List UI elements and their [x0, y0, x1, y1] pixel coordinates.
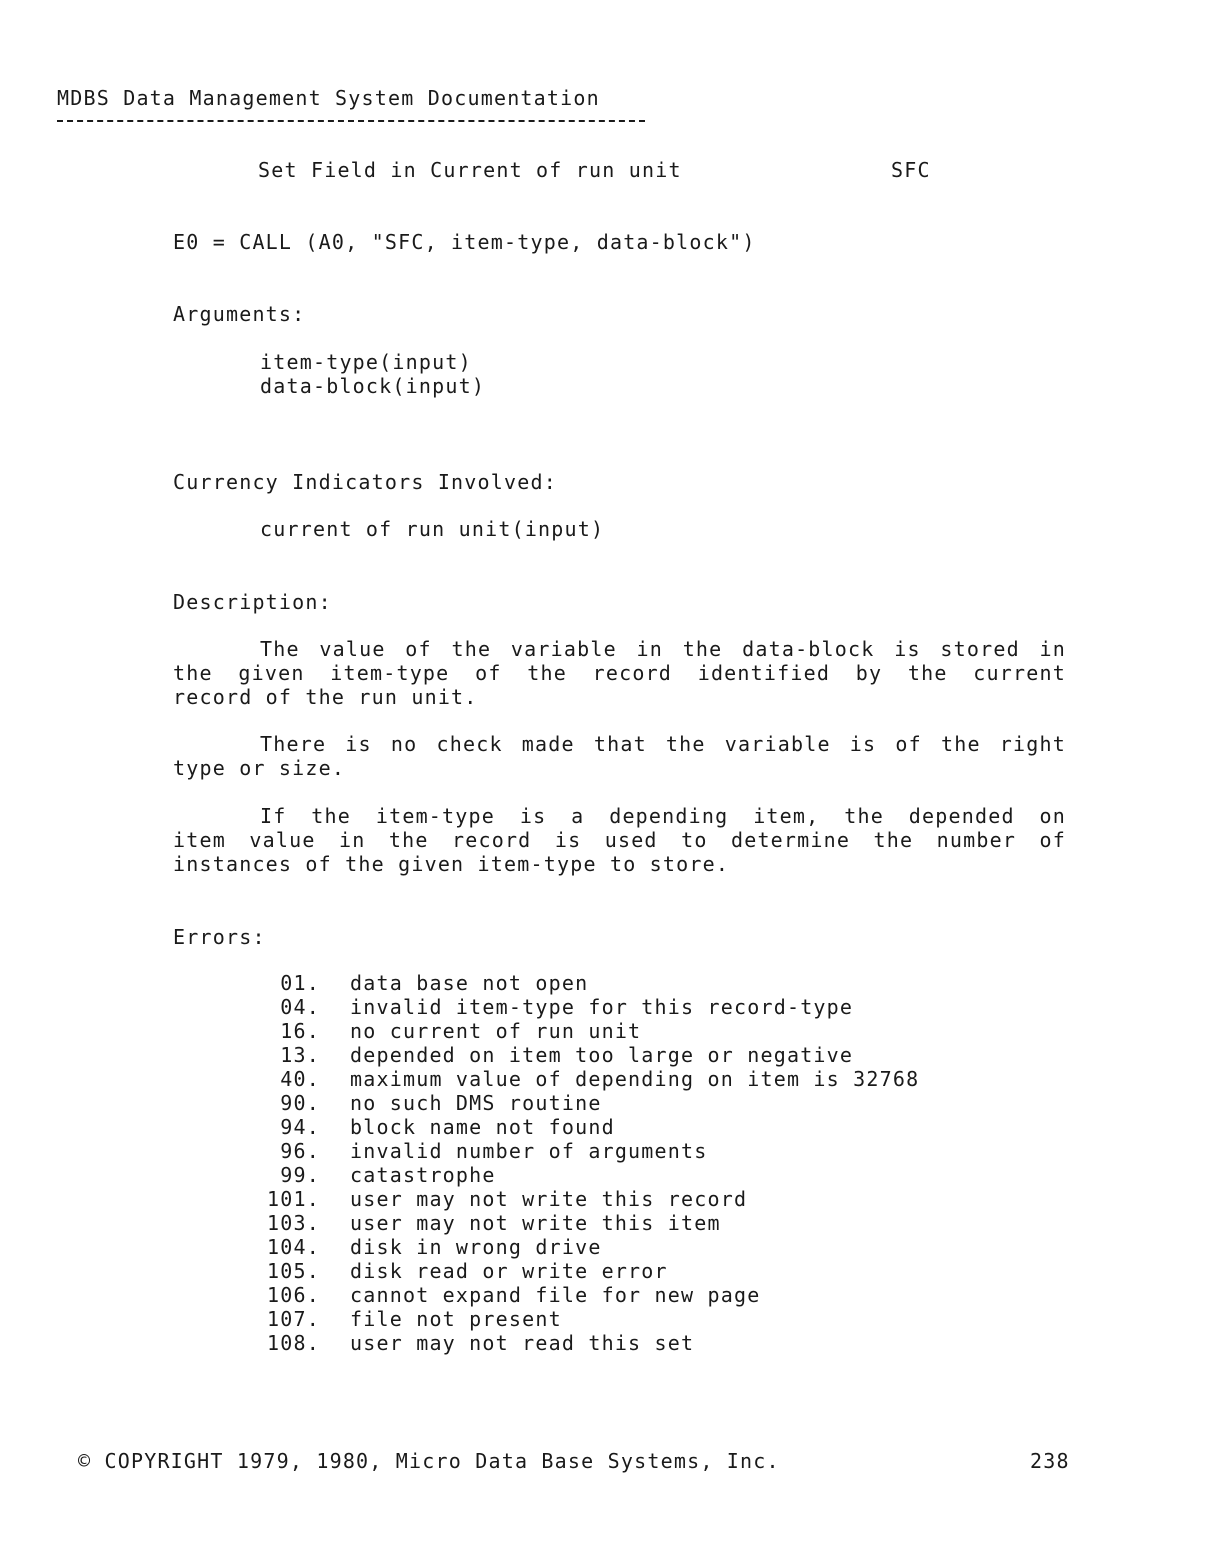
error-code: 04.	[280, 995, 320, 1019]
error-text: data base not open	[350, 971, 589, 995]
error-row	[258, 1043, 919, 1067]
error-code: 106.	[267, 1283, 320, 1307]
argument-item: item-type(input)	[260, 350, 472, 374]
error-code: 01.	[280, 971, 320, 995]
argument-item: data-block(input)	[260, 374, 486, 398]
paragraph-line: item value in the record is used to determine the number of	[173, 828, 1066, 852]
description-paragraph	[173, 637, 1066, 709]
error-row	[258, 1163, 919, 1187]
error-row	[258, 1307, 919, 1331]
error-code: 96.	[280, 1139, 320, 1163]
error-text: block name not found	[350, 1115, 615, 1139]
error-row	[258, 1259, 919, 1283]
error-text: disk in wrong drive	[350, 1235, 602, 1259]
routine-code: SFC	[891, 158, 931, 182]
currency-item: current of run unit(input)	[260, 517, 605, 541]
error-code: 101.	[267, 1187, 320, 1211]
error-code: 103.	[267, 1211, 320, 1235]
copyright-footer: © COPYRIGHT 1979, 1980, Micro Data Base Systems, Inc.	[78, 1449, 780, 1473]
paragraph-line: The value of the variable in the data-block is stored in	[260, 637, 1066, 661]
error-code: 16.	[280, 1019, 320, 1043]
error-row	[258, 1139, 919, 1163]
error-code: 107.	[267, 1307, 320, 1331]
error-text: depended on item too large or negative	[350, 1043, 854, 1067]
error-code: 13.	[280, 1043, 320, 1067]
error-text: no such DMS routine	[350, 1091, 602, 1115]
error-row	[258, 1283, 919, 1307]
error-list	[258, 971, 919, 1355]
error-row	[258, 1091, 919, 1115]
error-code: 108.	[267, 1331, 320, 1355]
error-code: 104.	[267, 1235, 320, 1259]
error-text: user may not write this item	[350, 1211, 721, 1235]
description-paragraph	[173, 804, 1066, 876]
arguments-heading: Arguments:	[173, 302, 306, 326]
error-text: user may not read this set	[350, 1331, 695, 1355]
error-text: disk read or write error	[350, 1259, 668, 1283]
error-code: 40.	[280, 1067, 320, 1091]
error-code: 105.	[267, 1259, 320, 1283]
page-number: 238	[1030, 1449, 1070, 1473]
error-code: 99.	[280, 1163, 320, 1187]
error-text: invalid item-type for this record-type	[350, 995, 854, 1019]
paragraph-line: record of the run unit.	[173, 685, 478, 709]
description-heading: Description:	[173, 590, 332, 614]
error-row	[258, 995, 919, 1019]
error-code: 90.	[280, 1091, 320, 1115]
error-text: catastrophe	[350, 1163, 496, 1187]
error-text: cannot expand file for new page	[350, 1283, 761, 1307]
error-text: maximum value of depending on item is 32768	[350, 1067, 920, 1091]
error-row	[258, 1235, 919, 1259]
error-text: user may not write this record	[350, 1187, 748, 1211]
call-syntax: E0 = CALL (A0, "SFC, item-type, data-block")	[173, 230, 756, 254]
error-row	[258, 1187, 919, 1211]
error-text: invalid number of arguments	[350, 1139, 708, 1163]
paragraph-line: type or size.	[173, 756, 346, 780]
paragraph-line: the given item-type of the record identified by the current	[173, 661, 1066, 685]
error-row	[258, 1331, 919, 1355]
paragraph-line: If the item-type is a depending item, the depended on	[260, 804, 1066, 828]
error-text: file not present	[350, 1307, 562, 1331]
error-row	[258, 1115, 919, 1139]
description-paragraph	[173, 732, 1066, 780]
error-text: no current of run unit	[350, 1019, 642, 1043]
document-header-title: MDBS Data Management System Documentation	[57, 86, 600, 110]
error-code: 94.	[280, 1115, 320, 1139]
currency-heading: Currency Indicators Involved:	[173, 470, 557, 494]
error-row	[258, 1067, 919, 1091]
error-row	[258, 1019, 919, 1043]
paragraph-line: instances of the given item-type to store.	[173, 852, 730, 876]
header-underline	[57, 120, 645, 122]
paragraph-line: There is no check made that the variable is of the right	[260, 732, 1066, 756]
errors-heading: Errors:	[173, 925, 266, 949]
error-row	[258, 1211, 919, 1235]
error-row	[258, 971, 919, 995]
routine-name: Set Field in Current of run unit	[258, 158, 682, 182]
